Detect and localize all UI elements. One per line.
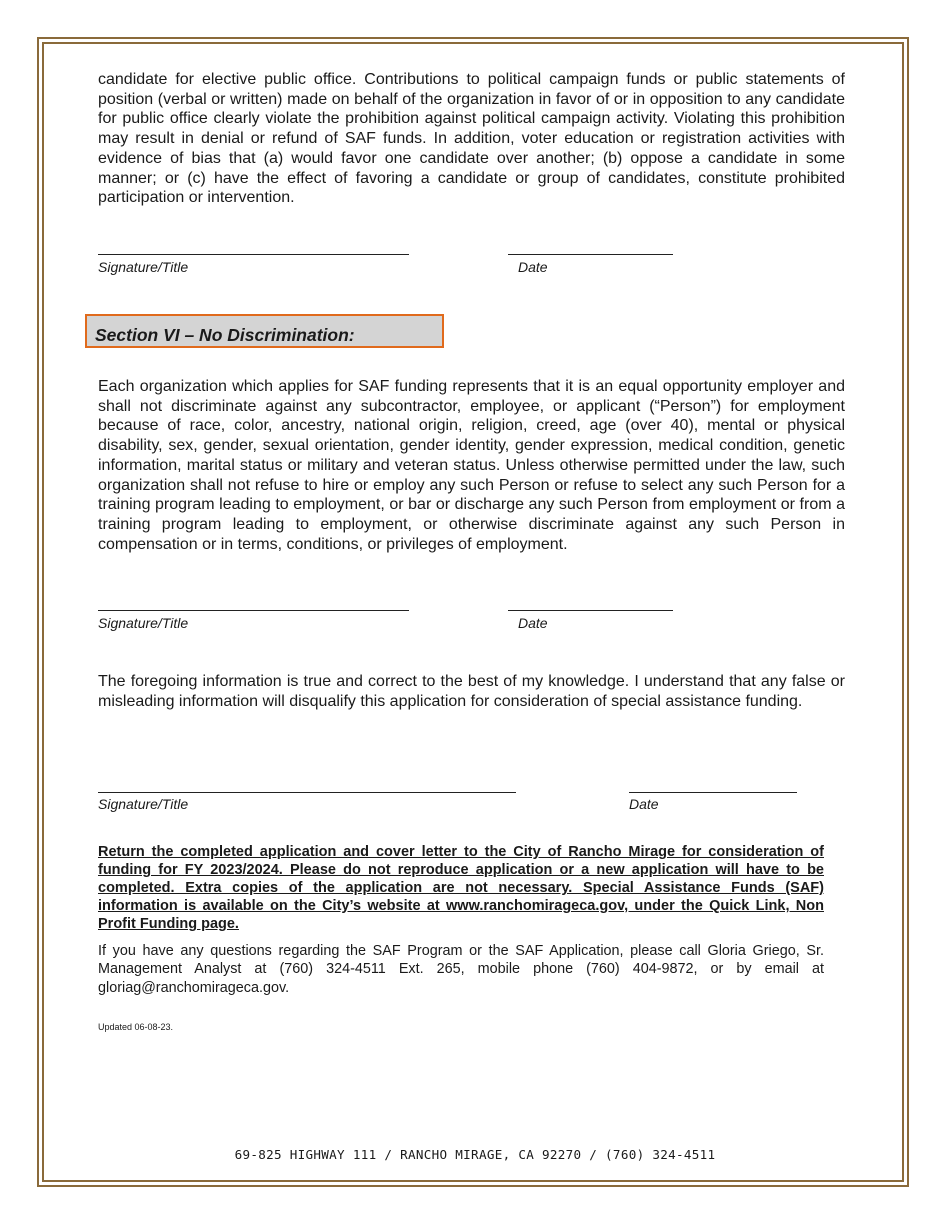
section-6-header	[85, 314, 444, 348]
signature-line-3[interactable]	[98, 792, 516, 793]
date-label-1: Date	[518, 259, 548, 275]
signature-line-1[interactable]	[98, 254, 409, 255]
certification-paragraph: The foregoing information is true and correct to the best of my knowledge. I understand that any false or misleading information will disqualify this application for consideration of special assistance funding.	[98, 673, 845, 710]
date-label-2: Date	[518, 615, 548, 631]
signature-line-2[interactable]	[98, 610, 409, 611]
signature-label-1: Signature/Title	[98, 259, 189, 275]
non-discrimination-paragraph: Each organization which applies for SAF funding represents that it is an equal opportunity employer and shall not discriminate against any subcontractor, employee, or applicant (“Person”) for employment because of race, color, ancestry, national origin, religion, creed, age (over 40), mental or physical disability, sex, gender, sexual orientation, gender identity, gender expression, medical condition, genetic information, marital status or military and veteran status. Unless otherwise permitted under the law, such organization shall not refuse to hire or employ any such Person or refuse to select any such Person for a training program leading to employment, or bar or discharge any such Person from employment or from a training program leading to employment, or otherwise discriminate against any such Person in compensation or in terms, conditions, or privileges of employment.	[98, 378, 845, 553]
section-6-title: Section VI – No Discrimination:	[95, 325, 355, 345]
footer-address: 69-825 HIGHWAY 111 / RANCHO MIRAGE, CA 92270 / (760) 324-4511	[234, 1147, 716, 1162]
date-line-2[interactable]	[508, 610, 673, 611]
date-label-3: Date	[629, 796, 659, 812]
date-line-3[interactable]	[629, 792, 797, 793]
signature-label-3: Signature/Title	[98, 796, 189, 812]
return-instructions: Return the completed application and cover letter to the City of Rancho Mirage for consideration of funding for FY 2023/2024. Please do not reproduce application or a new application will have to be completed. Extra copies of the application are not necessary. Special Assistance Funds (SAF) information is available on the City’s website at www.ranchomirageca.gov, under the Quick Link, Non Profit Funding page.	[98, 844, 824, 932]
political-activity-paragraph: candidate for elective public office. Contributions to political campaign funds or public statements of position (verbal or written) made on behalf of the organization in favor of or in opposition to any candidate for public office clearly violate the prohibition against political campaign activity. Violating this prohibition may result in denial or refund of SAF funds. In addition, voter education or registration activities with evidence of bias that (a) would favor one candidate over another; (b) oppose a candidate in some manner; or (c) have the effect of favoring a candidate or group of candidates, constitute prohibited participation or intervention.	[98, 71, 845, 207]
date-line-1[interactable]	[508, 254, 673, 255]
page-border-inner	[42, 42, 904, 1182]
signature-label-2: Signature/Title	[98, 615, 189, 631]
updated-date: Updated 06-08-23.	[98, 1022, 174, 1032]
contact-info: If you have any questions regarding the SAF Program or the SAF Application, please call Gloria Griego, Sr. Management Analyst at (760) 324-4511 Ext. 265, mobile phone (760) 404-9872, or by email at gloriag@ranchomirageca.gov.	[98, 943, 824, 996]
